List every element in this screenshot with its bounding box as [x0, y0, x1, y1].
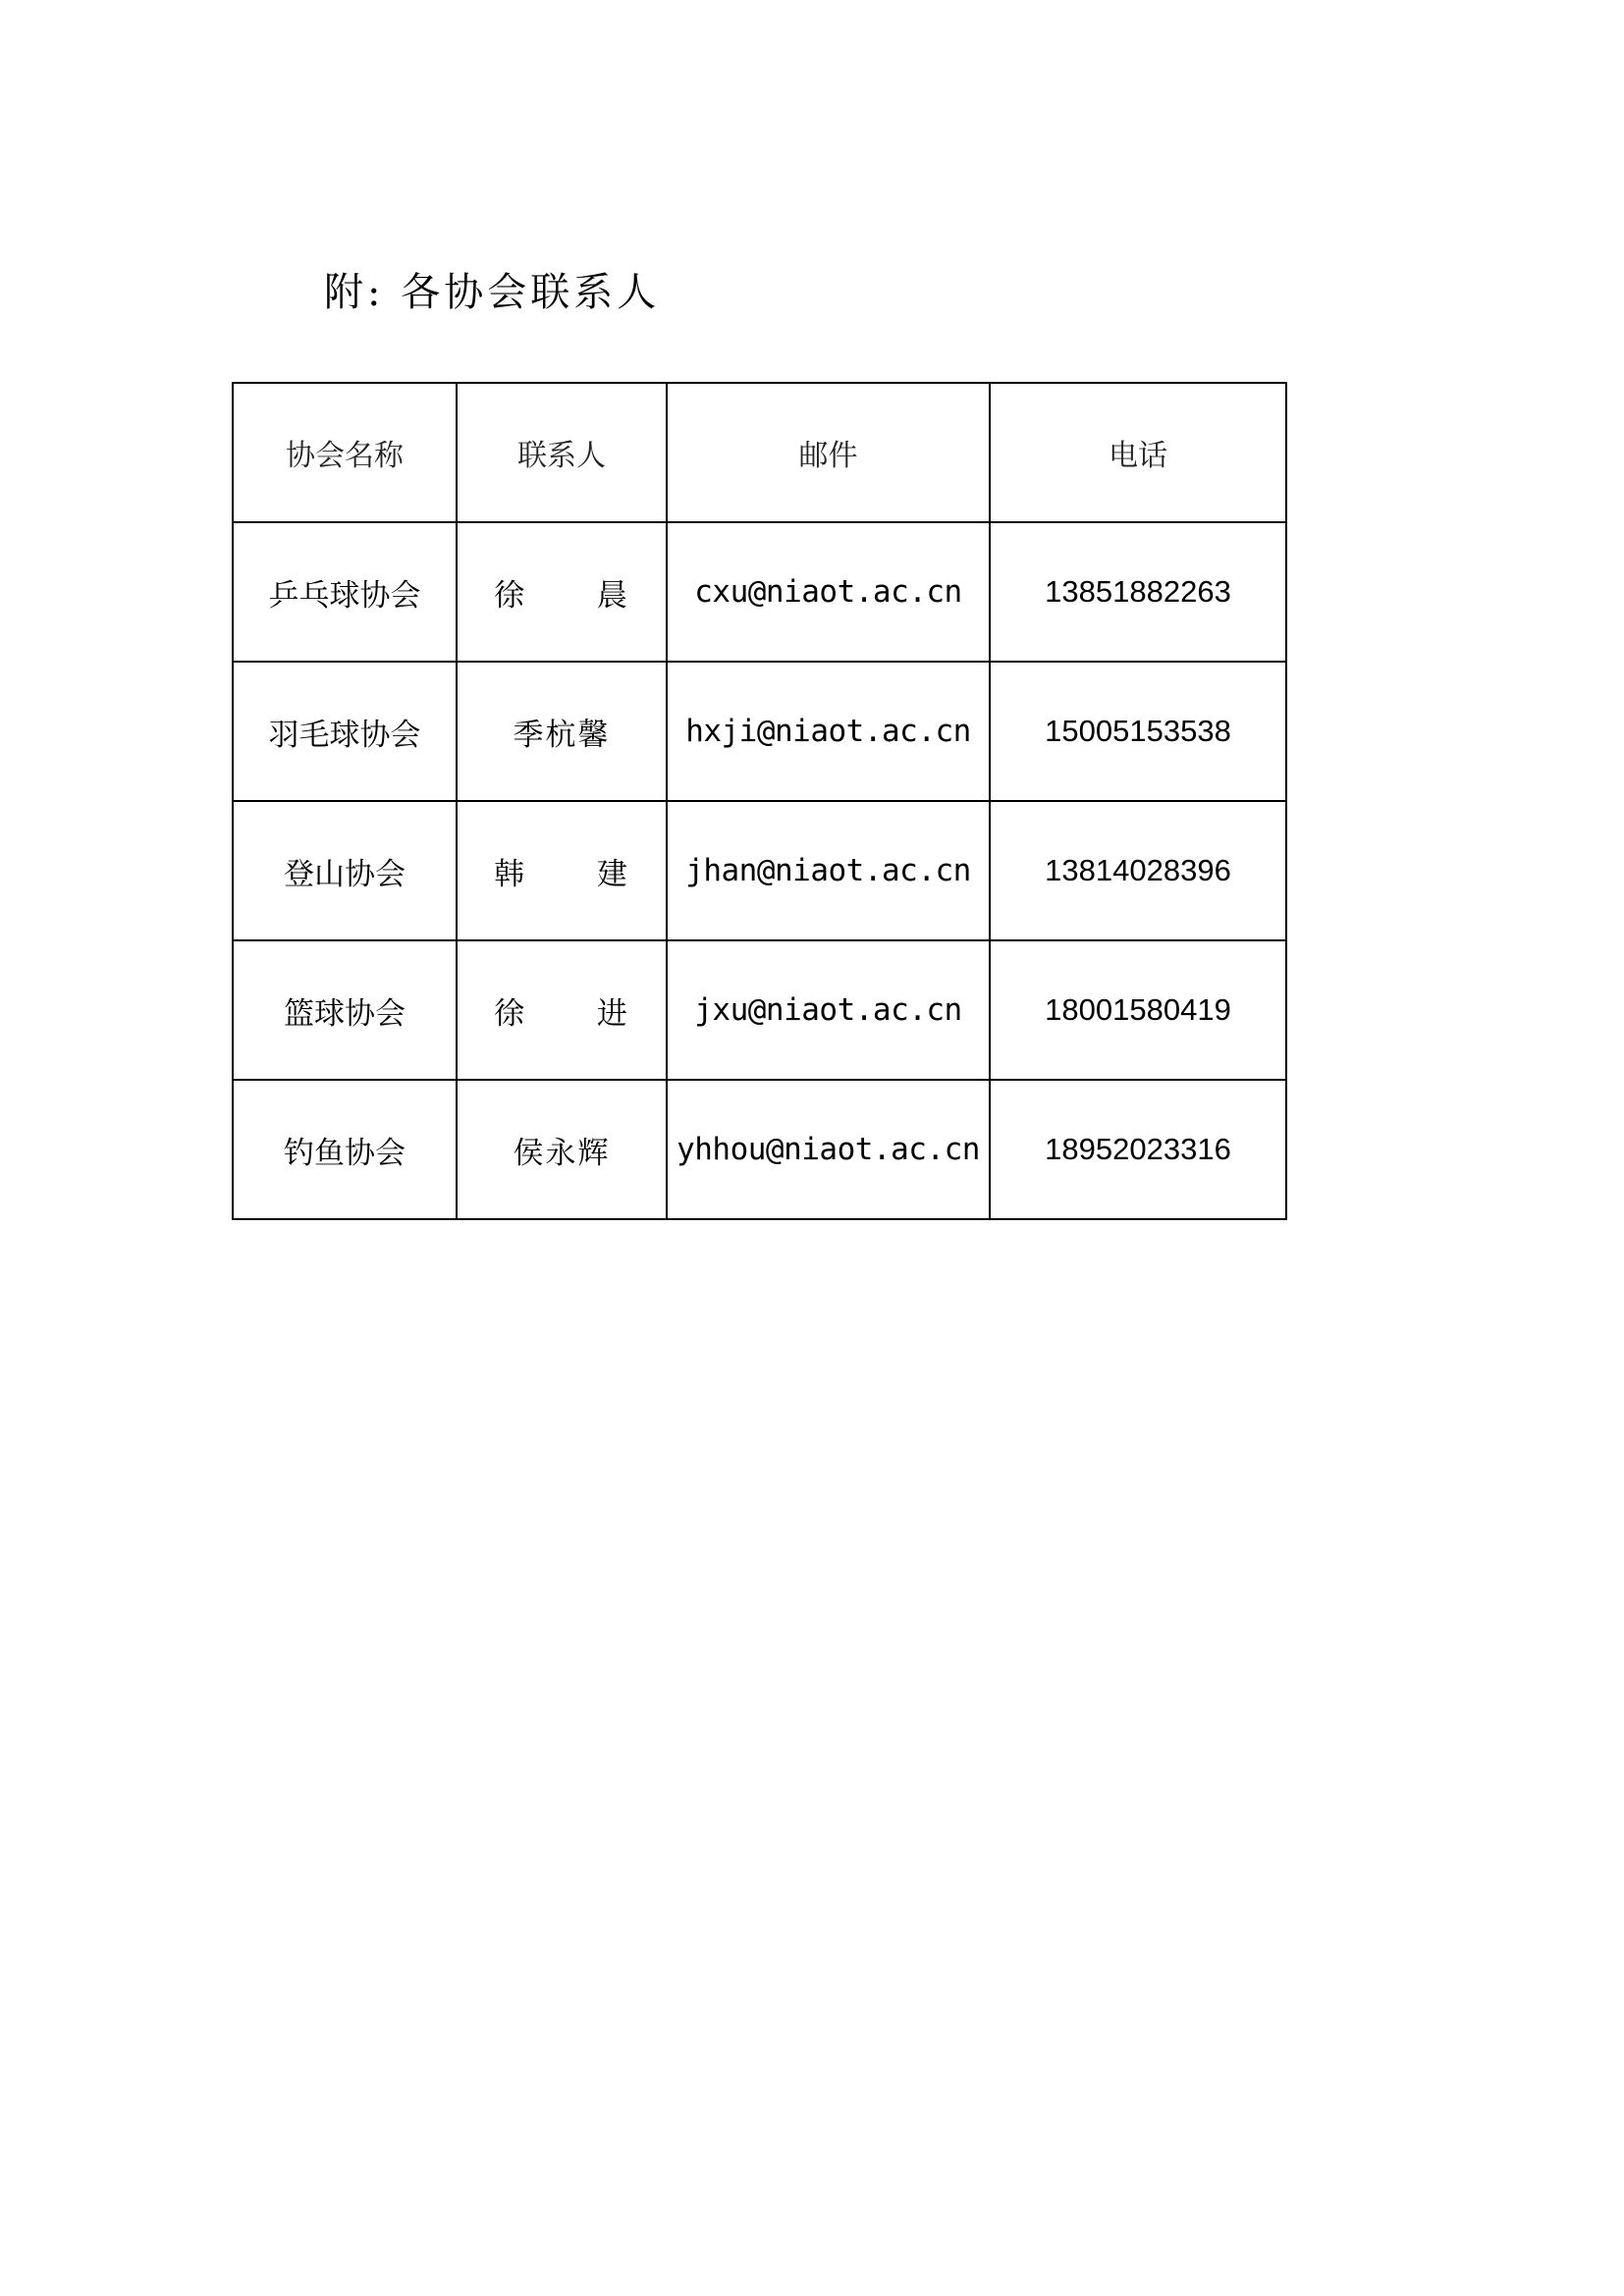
- cell-contact-person: 韩 建: [457, 801, 667, 940]
- table-row: [233, 940, 1286, 1080]
- page-heading: 附: 各协会联系人: [324, 270, 661, 315]
- cell-association-name: 乒乓球协会: [233, 522, 457, 662]
- cell-association-name: 羽毛球协会: [233, 662, 457, 801]
- cell-email: jhan@niaot.ac.cn: [667, 801, 990, 940]
- header-association-name: 协会名称: [233, 383, 457, 522]
- table-row: [233, 801, 1286, 940]
- header-row: [233, 383, 1286, 522]
- cell-association-name: 登山协会: [233, 801, 457, 940]
- table-row: [233, 522, 1286, 662]
- cell-phone: 15005153538: [990, 662, 1286, 801]
- cell-association-name: 钓鱼协会: [233, 1080, 457, 1219]
- cell-phone: 13851882263: [990, 522, 1286, 662]
- cell-email: cxu@niaot.ac.cn: [667, 522, 990, 662]
- table-row: [233, 1080, 1286, 1219]
- cell-email: jxu@niaot.ac.cn: [667, 940, 990, 1080]
- table-row: [233, 662, 1286, 801]
- table-header: [233, 383, 1286, 522]
- cell-phone: 13814028396: [990, 801, 1286, 940]
- header-contact-person: 联系人: [457, 383, 667, 522]
- cell-email: yhhou@niaot.ac.cn: [667, 1080, 990, 1219]
- cell-contact-person: 徐 晨: [457, 522, 667, 662]
- association-contact-table: [232, 382, 1287, 1220]
- cell-contact-person: 季杭馨: [457, 662, 667, 801]
- header-phone: 电话: [990, 383, 1286, 522]
- table-body: [233, 522, 1286, 1219]
- cell-contact-person: 侯永辉: [457, 1080, 667, 1219]
- cell-phone: 18001580419: [990, 940, 1286, 1080]
- cell-association-name: 篮球协会: [233, 940, 457, 1080]
- cell-email: hxji@niaot.ac.cn: [667, 662, 990, 801]
- cell-phone: 18952023316: [990, 1080, 1286, 1219]
- cell-contact-person: 徐 进: [457, 940, 667, 1080]
- header-email: 邮件: [667, 383, 990, 522]
